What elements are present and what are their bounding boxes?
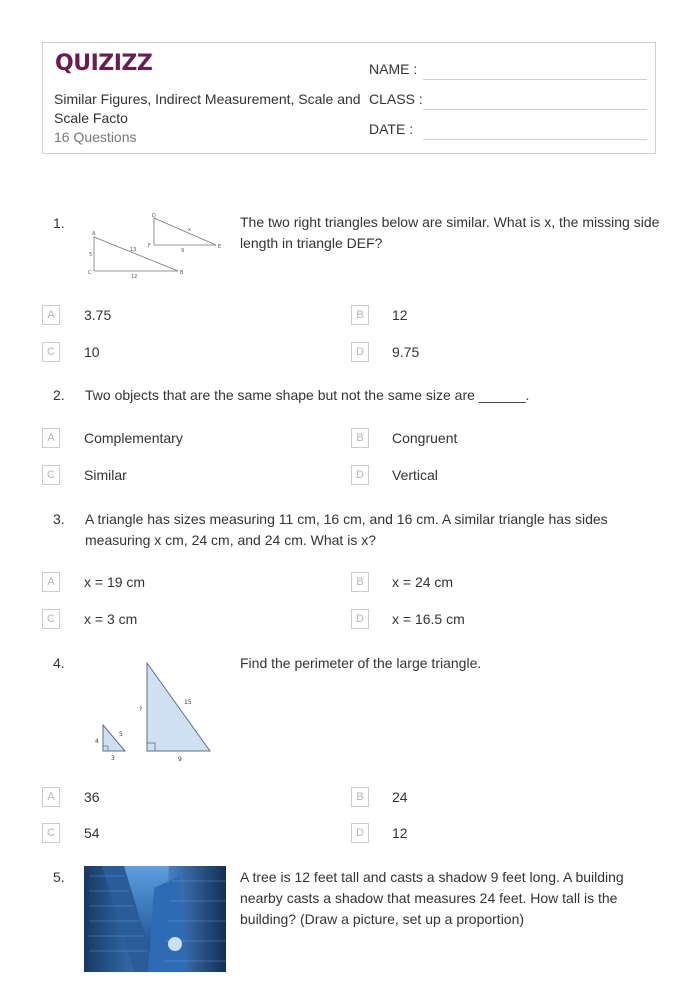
q4-option-b-letter[interactable]: B xyxy=(351,787,369,807)
date-label: DATE : xyxy=(369,121,414,137)
label-13: 13 xyxy=(130,247,137,253)
label-9: 9 xyxy=(181,248,185,254)
q1-option-c-text[interactable]: 10 xyxy=(84,344,100,360)
question-5-number: 5. xyxy=(53,869,65,885)
question-4-text: Find the perimeter of the large triangle. xyxy=(240,655,482,671)
q2-option-c-text[interactable]: Similar xyxy=(84,467,127,483)
q1-option-a-letter[interactable]: A xyxy=(42,305,60,325)
quizizz-logo: QUIZIZZ xyxy=(55,51,153,76)
label-5: 5 xyxy=(89,252,93,258)
q3-option-c-text[interactable]: x = 3 cm xyxy=(84,611,138,627)
label-b: B xyxy=(180,270,184,276)
q2-option-d-text[interactable]: Vertical xyxy=(392,467,438,483)
label-15: 15 xyxy=(184,699,192,706)
question-3-number: 3. xyxy=(53,511,65,527)
label-9-large: 9 xyxy=(178,756,182,763)
worksheet-title: Similar Figures, Indirect Measurement, Scale and Scale Facto xyxy=(54,91,361,126)
q3-option-d-text[interactable]: x = 16.5 cm xyxy=(392,611,465,627)
question-count: 16 Questions xyxy=(54,129,137,145)
label-d: D xyxy=(152,213,156,219)
q4-option-a-letter[interactable]: A xyxy=(42,787,60,807)
question-3-text: A triangle has sizes measuring 11 cm, 16 cm, and 16 cm. A similar triangle has sides measuring x cm, 24 cm, and 24 cm. What is x? xyxy=(85,511,608,548)
q3-option-c-letter[interactable]: C xyxy=(42,609,60,629)
question-1-text: The two right triangles below are similar. What is x, the missing side length in triangle DEF? xyxy=(240,214,660,251)
name-label: NAME : xyxy=(369,61,418,77)
class-field[interactable] xyxy=(423,108,647,110)
q3-option-a-text[interactable]: x = 19 cm xyxy=(84,574,146,590)
label-3-small: 3 xyxy=(111,755,115,762)
q3-option-d-letter[interactable]: D xyxy=(351,609,369,629)
q2-option-c-letter[interactable]: C xyxy=(42,465,60,485)
q4-option-d-letter[interactable]: D xyxy=(351,823,369,843)
question-1-figure xyxy=(84,212,224,282)
q1-option-d-text[interactable]: 9.75 xyxy=(392,344,420,360)
label-a: A xyxy=(92,231,96,237)
question-1-number: 1. xyxy=(53,215,65,231)
q2-option-b-text[interactable]: Congruent xyxy=(392,430,458,446)
label-5-small: 5 xyxy=(119,731,123,738)
worksheet-header xyxy=(42,42,656,154)
label-f: F xyxy=(148,243,151,249)
q2-option-d-letter[interactable]: D xyxy=(351,465,369,485)
label-4-small: 4 xyxy=(95,738,99,745)
skyscraper-photo xyxy=(84,866,226,972)
q4-option-b-text[interactable]: 24 xyxy=(392,789,408,805)
name-field[interactable] xyxy=(423,78,647,80)
question-4-figure xyxy=(84,660,224,768)
q3-option-b-letter[interactable]: B xyxy=(351,572,369,592)
q1-option-c-letter[interactable]: C xyxy=(42,342,60,362)
q1-option-b-letter[interactable]: B xyxy=(351,305,369,325)
q1-option-b-text[interactable]: 12 xyxy=(392,307,408,323)
label-12: 12 xyxy=(131,274,138,280)
q4-option-c-text[interactable]: 54 xyxy=(84,825,100,841)
label-c: C xyxy=(88,270,92,276)
q2-option-b-letter[interactable]: B xyxy=(351,428,369,448)
q4-option-d-text[interactable]: 12 xyxy=(392,825,408,841)
q3-option-a-letter[interactable]: A xyxy=(42,572,60,592)
q2-option-a-text[interactable]: Complementary xyxy=(84,430,183,446)
question-5-text: A tree is 12 feet tall and casts a shadow 9 feet long. A building nearby casts a shadow that measures 24 feet. How tall is the building? (Draw a picture, set up a proportion) xyxy=(240,869,624,927)
label-e: E xyxy=(218,244,222,250)
question-2-text: Two objects that are the same shape but not the same size are ______. xyxy=(85,387,530,403)
label-question-mark: ? xyxy=(139,706,143,713)
q3-option-b-text[interactable]: x = 24 cm xyxy=(392,574,454,590)
question-4-number: 4. xyxy=(53,655,65,671)
q1-option-d-letter[interactable]: D xyxy=(351,342,369,362)
question-2-number: 2. xyxy=(53,387,65,403)
q2-option-a-letter[interactable]: A xyxy=(42,428,60,448)
date-field[interactable] xyxy=(423,138,647,140)
q4-option-a-text[interactable]: 36 xyxy=(84,789,100,805)
class-label: CLASS : xyxy=(369,91,423,107)
q1-option-a-text[interactable]: 3.75 xyxy=(84,307,112,323)
q4-option-c-letter[interactable]: C xyxy=(42,823,60,843)
label-x: x xyxy=(188,227,191,233)
